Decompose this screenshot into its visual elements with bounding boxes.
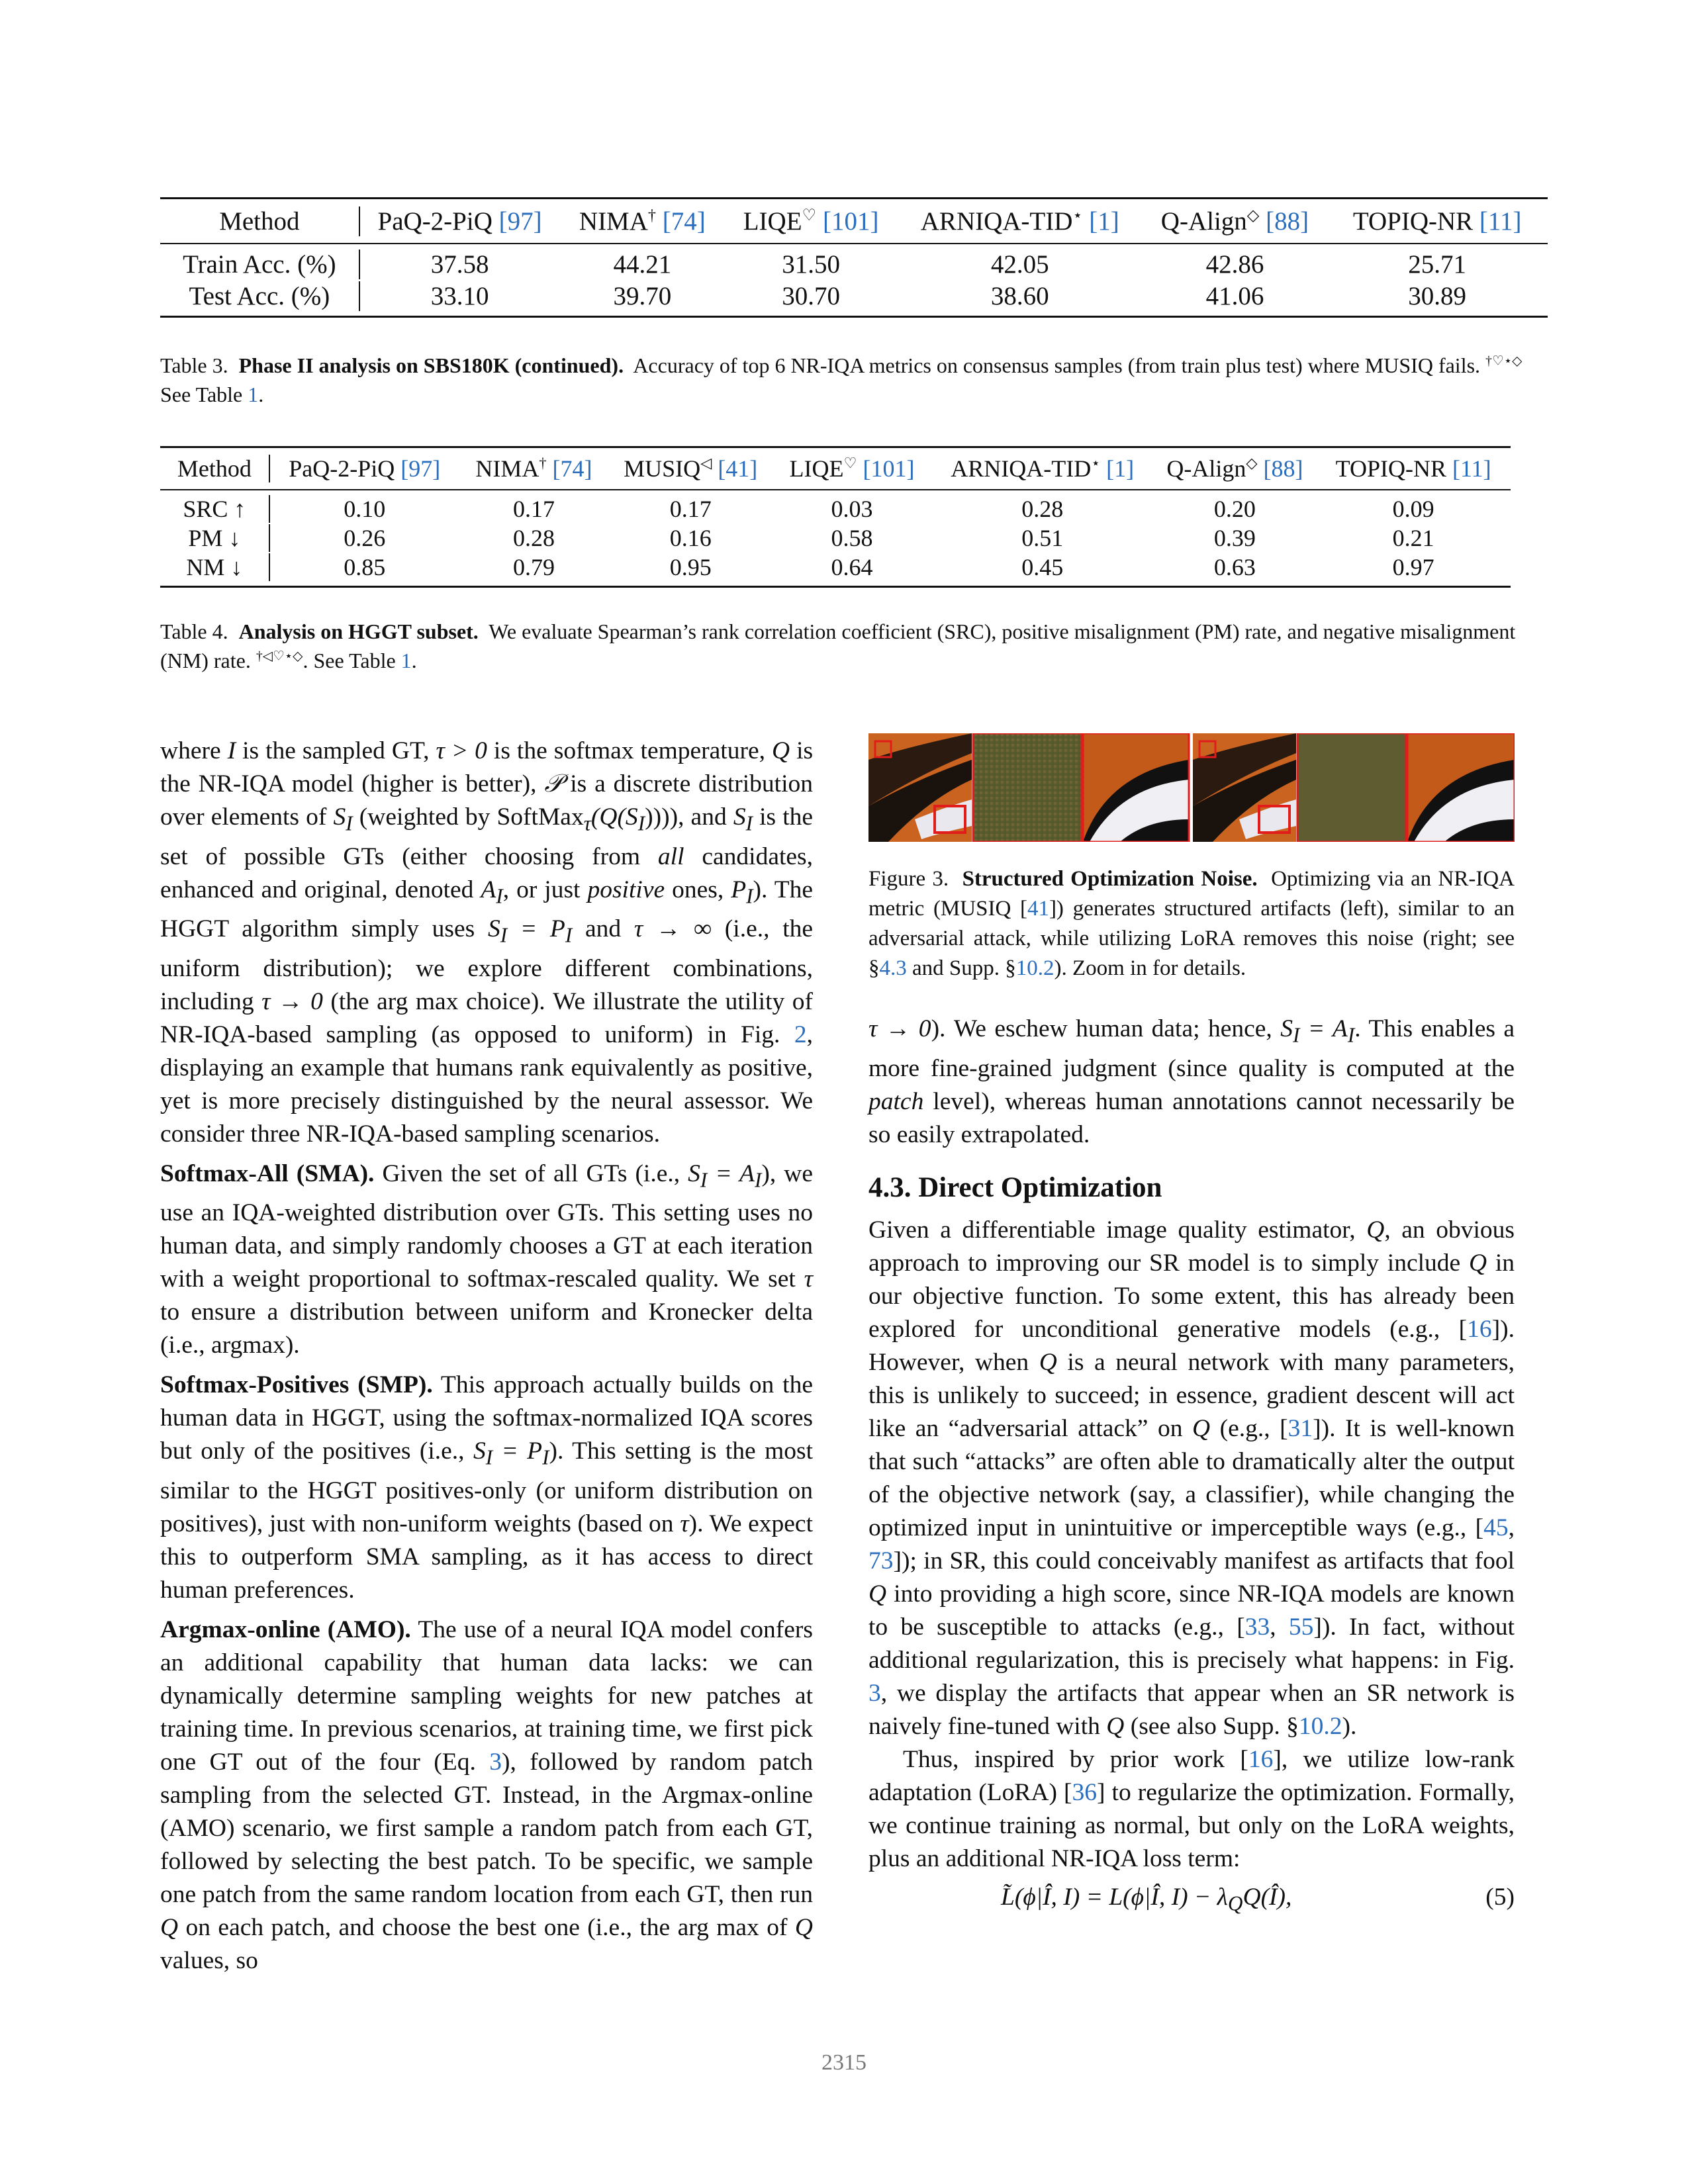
table-cell: 37.58 (359, 250, 560, 279)
row-label: Test Acc. (%) (189, 281, 330, 310)
page-number: 2315 (821, 2050, 867, 2075)
table-cell: 0.95 (669, 554, 712, 580)
table-cell: 31.50 (782, 250, 840, 279)
table-cell: 0.97 (1392, 554, 1434, 580)
table-cell: 42.05 (990, 250, 1049, 279)
table-cell: 0.10 (269, 495, 459, 523)
row-label: PM ↓ (188, 525, 241, 551)
table-4-header-paq2piq: PaQ-2-PiQ [97] (269, 455, 459, 482)
section-heading: 4.3. Direct Optimization (868, 1171, 1162, 1203)
table-row (160, 553, 1511, 582)
table-4-header-method: Method (177, 455, 252, 482)
table-cell: 0.16 (669, 525, 712, 551)
table-cell: 0.28 (1021, 496, 1064, 522)
paragraph-smp: Softmax-Positives (SMP). This approach actually builds on the human data in HGGT, using the softmax-normalized IQA scores but only of the positives (i.e., $S_I = P_I$). This setting is the most similar to the HGGT positives-only (or uniform distribution on positives), just with non-uniform weights (based on τ). We expect this to outperform SMA sampling, as it has access to direct human preferences. (160, 1371, 814, 1604)
table-cell: 0.58 (831, 525, 873, 551)
paragraph-sma: Softmax-All (SMA). Given the set of all GTs (i.e., $S_I = A_I$), we use an IQA-weighted distribution over GTs. This setting uses no human data, and simply randomly chooses a GT at each iteration with a weight proportional to softmax-rescaled quality. We set τ to ensure a distribution between uniform and Kronecker delta (i.e., argmax). (160, 1160, 814, 1359)
table-3-header-qalign: Q-Align◇ [88] (1160, 206, 1309, 236)
table-4-header-musiq: MUSIQ◁ [41] (624, 455, 758, 482)
figure-3-caption: Figure 3. Structured Optimization Noise. Optimizing via an NR-IQA metric (MUSIQ [41]) generates structured artifacts (left), similar to an adversarial attack, while utilizing LoRA removes this noise (right; see §4.3 and Supp. §10.2). Zoom in for details. (868, 867, 1515, 980)
table-cell: 38.60 (990, 281, 1049, 310)
table-row (160, 248, 1548, 280)
row-label: SRC ↑ (183, 496, 246, 522)
table-4-header-topiq: TOPIQ-NR [11] (1335, 455, 1491, 482)
paragraph-amo: Argmax-online (AMO). The use of a neural IQA model confers an additional capability that human data lacks: we can dynamically determine sampling weights for new patches at training time. In previous scenarios, at training time, we first pick one GT out of the four (Eq. 3), followed by random patch sampling from the selected GT. Instead, in the Argmax-online (AMO) scenario, we first sample a random patch from each GT, followed by selecting the best patch. To be specific, we sample one patch from the same random location from each GT, then run Q on each patch, and choose the best one (i.e., the arg max of Q values, so (160, 1615, 814, 1974)
equation-body: L̃(ϕ|Î, I) = L(ϕ|Î, $I) - \lambda_QQ(Î)$, (1001, 1883, 1292, 1915)
figure-3-image (868, 733, 1515, 842)
table-row (160, 523, 1511, 553)
table-cell: 41.06 (1205, 281, 1264, 310)
table-cell: 0.28 (512, 525, 555, 551)
table-3-caption: Table 3. Phase II analysis on SBS180K (continued). Accuracy of top 6 NR-IQA metrics on consensus samples (from train plus test) where MUSIQ fails. †♡⋆◇ See Table 1. (160, 353, 1523, 406)
paragraph: τ → 0). We eschew human data; hence, $S_I = A_I$. This enables a more fine-grained judgment (since quality is computed at the patch level), whereas human annotations cannot necessarily be so easily extrapolated. (868, 1015, 1515, 1148)
figure-3 (868, 733, 1515, 842)
table-cell: 0.51 (1021, 525, 1064, 551)
table-3-header-method: Method (219, 206, 300, 236)
table-cell: 42.86 (1205, 250, 1264, 279)
paragraph: where I is the sampled GT, τ > 0 is the softmax temperature, Q is the NR-IQA model (higher is better), 𝒫 is a discrete distribution over elements of $S_I$ (weighted by $SoftMax_\tau(Q(S_I))$)), and $S_I$ is the set of possible GTs (either choosing from all candidates, enhanced and original, denoted $A_I$, or just positive ones, $P_I$). The HGGT algorithm simply uses $S_I = P_I$ and τ → ∞ (i.e., the uniform distribution); we explore different combinations, including τ → 0 (the arg max choice). We illustrate the utility of NR-IQA-based sampling (as opposed to uniform) in Fig. 2, displaying an example that humans rank equivalently as positive, yet is more precisely distinguished by the neural assessor. We consider three NR-IQA-based sampling scenarios. (160, 737, 814, 1148)
table-cell: 0.63 (1213, 554, 1256, 580)
table-cell: 0.79 (512, 554, 555, 580)
table-3-header-paq2piq: PaQ-2-PiQ [97] (359, 206, 560, 236)
table-cell: 0.85 (269, 553, 459, 581)
equation-number: (5) (1485, 1883, 1515, 1911)
table-cell: 0.45 (1021, 554, 1064, 580)
table-3-header-topiq: TOPIQ-NR [11] (1352, 206, 1522, 236)
table-4-header-row (160, 448, 1511, 489)
table-cell: 0.17 (512, 496, 555, 522)
table-cell: 44.21 (613, 250, 672, 279)
table-3-header-row (160, 199, 1548, 243)
table-cell: 25.71 (1408, 250, 1467, 279)
table-3-header-nima: NIMA† [74] (579, 206, 706, 236)
table-cell: 0.64 (831, 554, 873, 580)
table-4-caption: Table 4. Analysis on HGGT subset. We evaluate Spearman’s rank correlation coefficient (SRC), positive misalignment (PM) rate, and negative misalignment (NM) rate. †◁♡⋆◇. See Table 1. (160, 619, 1516, 672)
table-row (160, 280, 1548, 312)
table-cell: 0.21 (1392, 525, 1434, 551)
table-row (160, 494, 1511, 523)
left-column (160, 735, 813, 1978)
table-4-header-arniqa: ARNIQA-TID⋆ [1] (951, 455, 1135, 482)
table-3-header-liqe: LIQE♡ [101] (743, 206, 879, 236)
right-column (868, 1013, 1515, 1918)
row-label: NM ↓ (186, 554, 243, 580)
table-cell: 0.20 (1213, 496, 1256, 522)
table-cell: 33.10 (359, 281, 560, 311)
table-4-header-qalign: Q-Align◇ [88] (1166, 455, 1303, 482)
table-cell: 0.17 (669, 496, 712, 522)
table-cell: 30.89 (1408, 281, 1467, 310)
table-cell: 30.70 (782, 281, 840, 310)
table-3 (160, 197, 1548, 318)
table-4-header-nima: NIMA† [74] (475, 455, 592, 482)
equation-5 (868, 1878, 1515, 1918)
table-cell: 0.39 (1213, 525, 1256, 551)
paragraph: Given a differentiable image quality estimator, Q, an obvious approach to improving our SR model is to simply include Q in our objective function. To some extent, this has already been explored for unconditional generative models (e.g., [16]). However, when Q is a neural network with many parameters, this is unlikely to succeed; in essence, gradient descent will act like an “adversarial attack” on Q (e.g., [31]). It is well-known that such “attacks” are often able to dramatically alter the output of the objective network (say, a classifier), while changing the optimized input in unintuitive or imperceptible ways (e.g., [45, 73]); in SR, this could conceivably manifest as artifacts that fool Q into providing a high score, since NR-IQA models are known to be susceptible to attacks (e.g., [33, 55]). In fact, without additional regularization, this is precisely what happens: in Fig. 3, we display the artifacts that appear when an SR network is naively fine-tuned with Q (see also Supp. §10.2). (868, 1216, 1515, 1740)
table-cell: 0.09 (1392, 496, 1434, 522)
paragraph: Thus, inspired by prior work [16], we utilize low-rank adaptation (LoRA) [36] to regularize the optimization. Formally, we continue training as normal, but only on the LoRA weights, plus an additional NR-IQA loss term: (868, 1745, 1515, 1872)
table-3-header-arniqa: ARNIQA-TID⋆ [1] (920, 206, 1119, 236)
table-cell: 39.70 (613, 281, 672, 310)
table-4 (160, 446, 1511, 588)
row-label: Train Acc. (%) (183, 250, 336, 279)
table-cell: 0.03 (831, 496, 873, 522)
table-cell: 0.26 (269, 524, 459, 552)
table-4-header-liqe: LIQE♡ [101] (789, 455, 915, 482)
